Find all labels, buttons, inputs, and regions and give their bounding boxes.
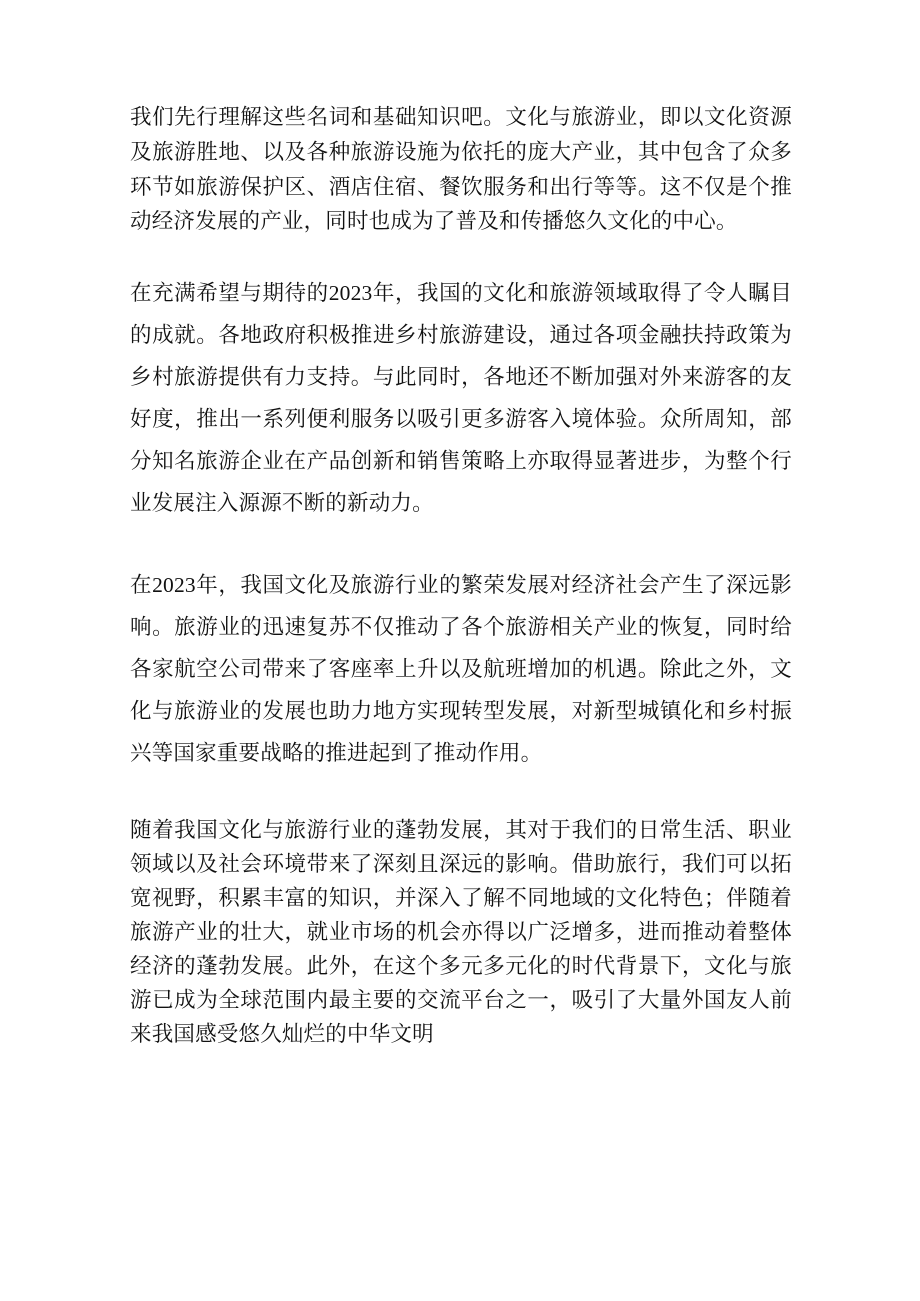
paragraph-1: 我们先行理解这些名词和基础知识吧。文化与旅游业，即以文化资源及旅游胜地、以及各种旅游设施为依托的庞大产业，其中包含了众多环节如旅游保护区、酒店住宿、餐饮服务和出行等等。这不仅是个推动经济发展的产业，同时也成为了普及和传播悠久文化的中心。 bbox=[130, 105, 792, 234]
paragraph-4: 随着我国文化与旅游行业的蓬勃发展，其对于我们的日常生活、职业领域以及社会环境带来了深刻且深远的影响。借助旅行，我们可以拓宽视野，积累丰富的知识，并深入了解不同地域的文化特色；伴随着旅游产业的壮大，就业市场的机会亦得以广泛增多，进而推动着整体经济的蓬勃发展。此外，在这个多元多元化的时代背景下，文化与旅游已成为全球范围内最主要的交流平台之一，吸引了大量外国友人前来我国感受悠久灿烂的中华文明 bbox=[130, 818, 792, 1047]
paragraph-3: 在2023年，我国文化及旅游行业的繁荣发展对经济社会产生了深远影响。旅游业的迅速复苏不仅推动了各个旅游相关产业的恢复，同时给各家航空公司带来了客座率上升以及航班增加的机遇。除此之外，文化与旅游业的发展也助力地方实现转型发展，对新型城镇化和乡村振兴等国家重要战略的推进起到了推动作用。 bbox=[130, 572, 792, 765]
document-body bbox=[130, 100, 792, 1052]
paragraph-2: 在充满希望与期待的2023年，我国的文化和旅游领域取得了令人瞩目的成就。各地政府积极推进乡村旅游建设，通过各项金融扶持政策为乡村旅游提供有力支持。与此同时，各地还不断加强对外来游客的友好度，推出一系列便利服务以吸引更多游客入境体验。众所周知，部分知名旅游企业在产品创新和销售策略上亦取得显著进步，为整个行业发展注入源源不断的新动力。 bbox=[130, 281, 792, 515]
